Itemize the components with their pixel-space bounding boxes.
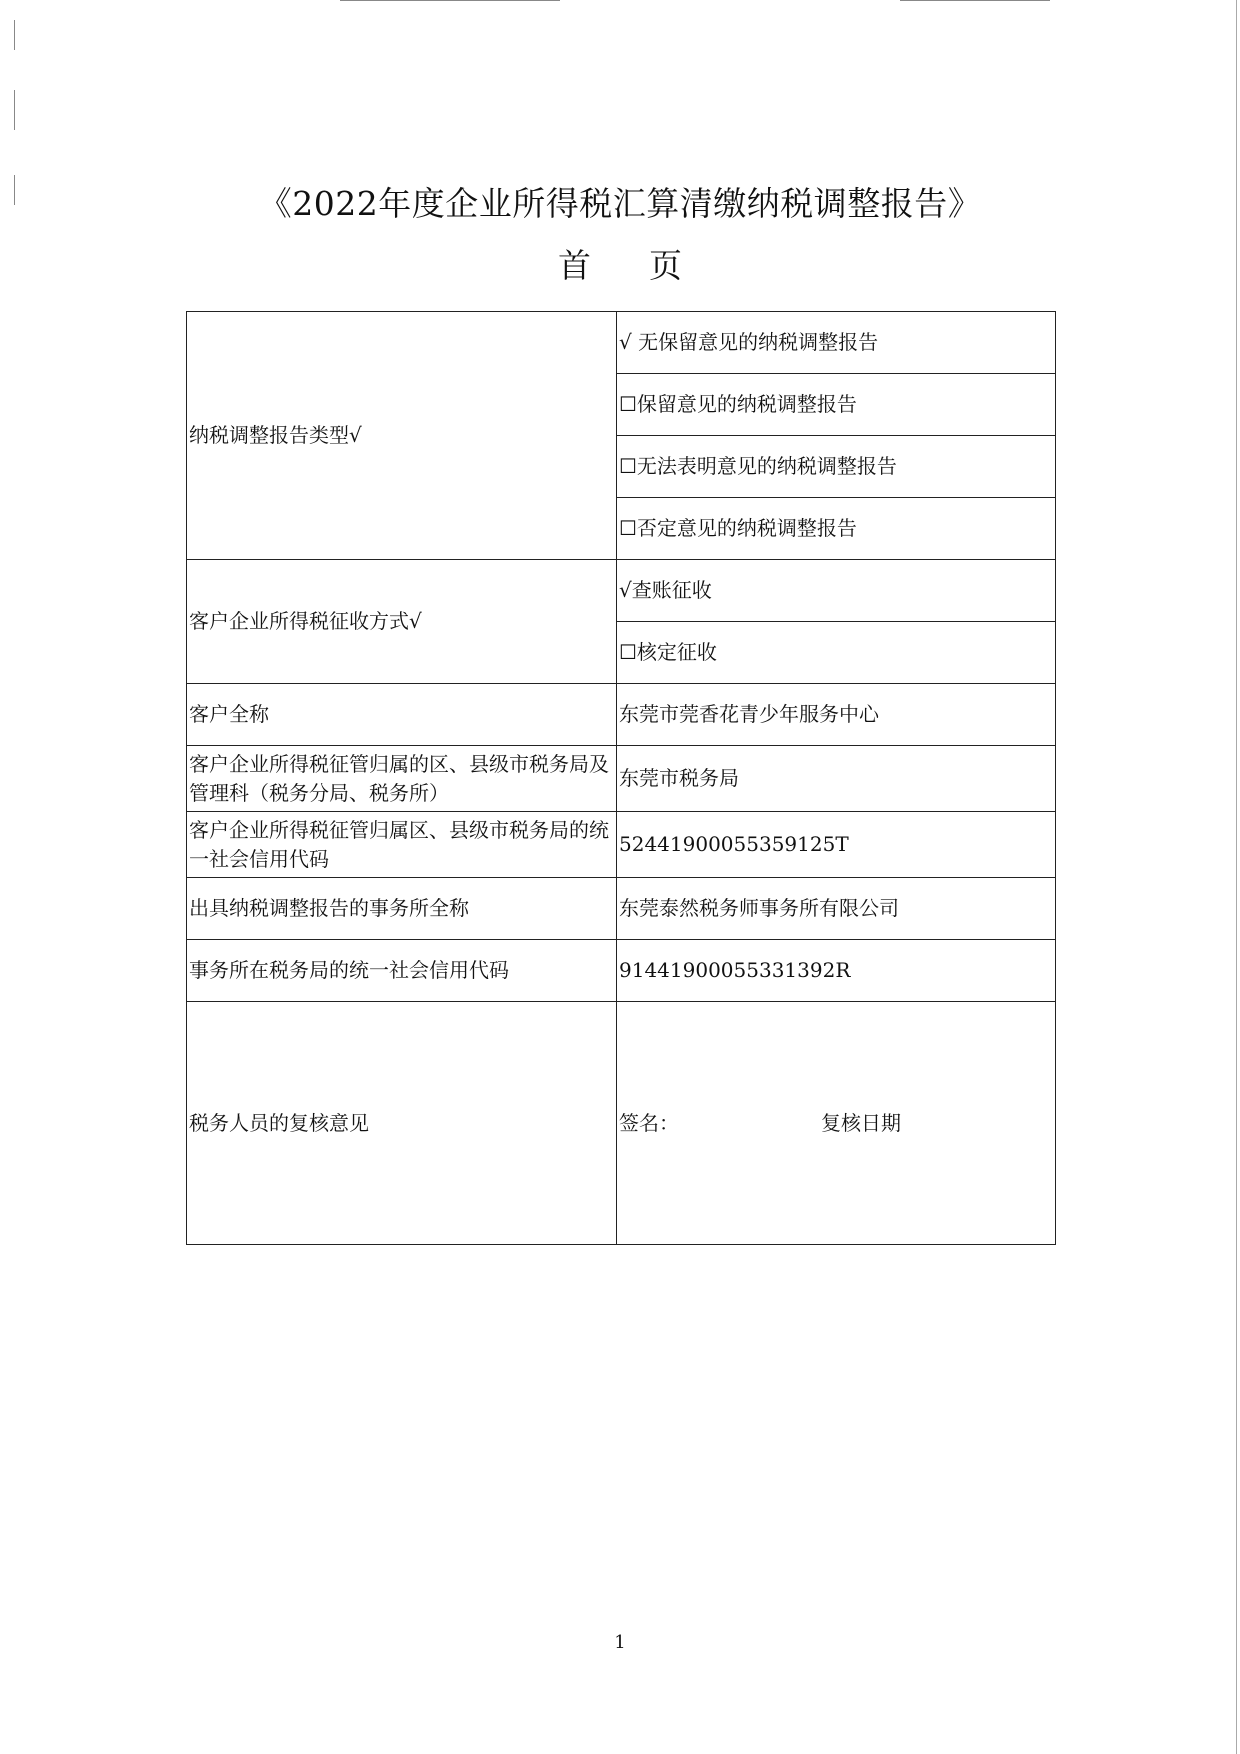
scan-edge-mark [340,0,560,1]
page-number: 1 [614,1632,626,1653]
firm-name-value: 东莞泰然税务师事务所有限公司 [617,878,1056,940]
table-row [187,940,1056,1002]
table-row [187,684,1056,746]
bureau-credit-code-value: 52441900055359125T [617,812,1056,878]
report-type-label: 纳税调整报告类型√ [187,312,617,560]
table-row [187,1002,1056,1245]
scan-edge-mark [900,0,1050,1]
table-row [187,878,1056,940]
firm-credit-code-value: 91441900055331392R [617,940,1056,1002]
review-date-label: 复核日期 [821,1110,901,1135]
table-row [187,560,1056,622]
table-row [187,812,1056,878]
document-title: 《2022年度企业所得税汇算清缴纳税调整报告》 [258,184,982,223]
scan-edge-mark [14,90,15,130]
tax-bureau-value: 东莞市税务局 [617,746,1056,812]
signature-label: 签名： [619,1110,679,1135]
collection-method-option-audit: √查账征收 [617,560,1056,622]
tax-bureau-label: 客户企业所得税征管归属的区、县级市税务局及管理科（税务分局、税务所） [187,746,617,812]
bureau-credit-code-label: 客户企业所得税征管归属区、县级市税务局的统一社会信用代码 [187,812,617,878]
scan-edge-mark [14,20,15,50]
report-type-option-unqualified: √ 无保留意见的纳税调整报告 [617,312,1056,374]
report-type-option-qualified: ☐保留意见的纳税调整报告 [617,374,1056,436]
table-row [187,746,1056,812]
subtitle-right: 页 [649,246,682,285]
review-label: 税务人员的复核意见 [187,1002,617,1245]
firm-credit-code-label: 事务所在税务局的统一社会信用代码 [187,940,617,1002]
report-type-option-disclaimer: ☐无法表明意见的纳税调整报告 [617,436,1056,498]
page-subtitle [0,240,1240,287]
collection-method-option-assessed: ☐核定征收 [617,622,1056,684]
review-cell [617,1002,1056,1245]
report-form-table [186,311,1056,1245]
client-name-value: 东莞市莞香花青少年服务中心 [617,684,1056,746]
report-type-option-adverse: ☐否定意见的纳税调整报告 [617,498,1056,560]
table-row [187,312,1056,374]
client-name-label: 客户全称 [187,684,617,746]
firm-name-label: 出具纳税调整报告的事务所全称 [187,878,617,940]
subtitle-left: 首 [558,246,591,285]
collection-method-label: 客户企业所得税征收方式√ [187,560,617,684]
